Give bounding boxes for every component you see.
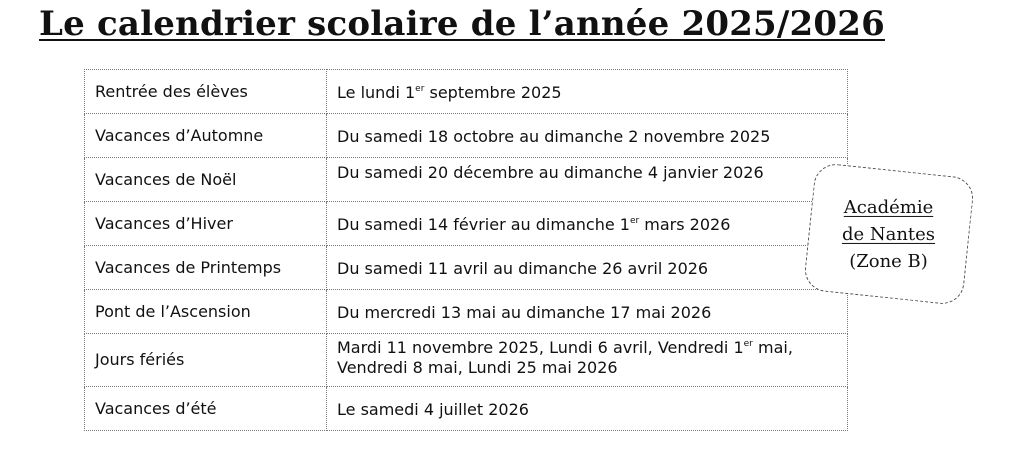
event-cell: Pont de l’Ascension [85, 290, 327, 334]
page-title: Le calendrier scolaire de l’année 2025/2026 [39, 4, 885, 44]
table-row-vacances-automne [85, 114, 848, 158]
period-cell: Du samedi 20 décembre au dimanche 4 janvier 2026 [327, 158, 848, 202]
table-row-vacances-printemps [85, 246, 848, 290]
zone-letter-label: (Zone B) [849, 250, 929, 272]
event-cell: Vacances d’Automne [85, 114, 327, 158]
event-cell: Vacances de Printemps [85, 246, 327, 290]
zone-city-label: de Nantes [842, 223, 936, 245]
period-cell: Mardi 11 novembre 2025, Lundi 6 avril, Vendredi 1er mai, Vendredi 8 mai, Lundi 25 mai 2026 [327, 334, 848, 387]
table-row-rentree [85, 70, 848, 114]
table-row-pont-ascension [85, 290, 848, 334]
table-row-vacances-ete [85, 387, 848, 431]
period-cell: Du samedi 14 février au dimanche 1er mars 2026 [327, 202, 848, 246]
academie-zone-callout [803, 162, 976, 306]
event-cell: Vacances d’été [85, 387, 327, 431]
table-row-jours-feries [85, 334, 848, 387]
period-cell: Le lundi 1er septembre 2025 [327, 70, 848, 114]
event-cell: Vacances de Noël [85, 158, 327, 202]
table-row-vacances-noel [85, 158, 848, 202]
period-cell: Du mercredi 13 mai au dimanche 17 mai 2026 [327, 290, 848, 334]
period-cell: Du samedi 11 avril au dimanche 26 avril 2026 [327, 246, 848, 290]
event-cell: Rentrée des élèves [85, 70, 327, 114]
period-cell: Du samedi 18 octobre au dimanche 2 novembre 2025 [327, 114, 848, 158]
event-cell: Vacances d’Hiver [85, 202, 327, 246]
event-cell: Jours fériés [85, 334, 327, 387]
school-calendar-table [84, 69, 848, 431]
zone-academie-label: Académie [844, 196, 934, 218]
table-row-vacances-hiver [85, 202, 848, 246]
period-cell: Le samedi 4 juillet 2026 [327, 387, 848, 431]
